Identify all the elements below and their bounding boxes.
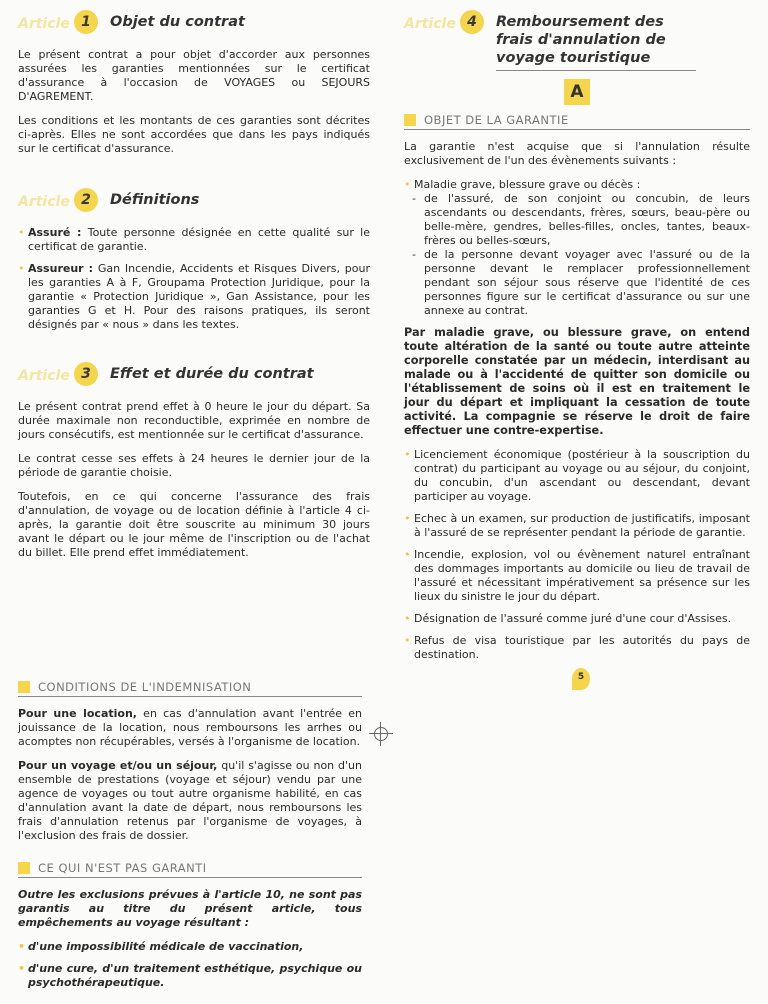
section-title: CONDITIONS DE L'INDEMNISATION: [38, 680, 252, 694]
article-label: Article: [18, 16, 70, 32]
section-marker: [404, 114, 416, 126]
definition-term: Assuré :: [28, 226, 82, 239]
definition-item: [18, 262, 370, 332]
definition-text: Toute personne désignée en cette qualité sur le certificat de garantie.: [28, 226, 370, 253]
paragraph: Les conditions et les montants de ces garanties sont décrites ci-après. Elles ne sont accordées que dans les pays indiqués sur le certificat d'assurance.: [18, 114, 370, 155]
section-letter: A: [564, 79, 590, 105]
list-item: • Refus de visa touristique par les autorités du pays de destination.: [404, 634, 750, 662]
article-2-header: [18, 188, 370, 212]
section-title: OBJET DE LA GARANTIE: [424, 113, 569, 127]
paragraph: Le présent contrat prend effet à 0 heure le jour du départ. Sa durée maximale non reconductible, exprimée en nombre de jours consécutifs, est mentionnée sur le certificat d'assurance.: [18, 400, 370, 441]
article-number-badge: 3: [74, 362, 98, 386]
sub-list-item: - de l'assuré, de son conjoint ou concubin, de leurs ascendants ou descendants, frères, sœurs, beau-père ou belle-mère, gendres, belles-filles, oncles, tantes, beaux-frères ou belles-sœurs,: [412, 192, 750, 247]
article-title: Objet du contrat: [110, 14, 245, 30]
article-label: Article: [18, 368, 70, 384]
exclusion-item: • d'une cure, d'un traitement esthétique, psychique ou psychothérapeutique.: [18, 962, 362, 990]
list-item: • Echec à un examen, sur production de justificatifs, imposant à l'assuré de se représenter pendant la période de garantie.: [404, 512, 750, 540]
definition-item: [18, 226, 370, 254]
paragraph: [18, 759, 362, 843]
paragraph-text: en cas d'annulation avant l'entrée en jouissance de la location, nous remboursons les arrhes ou acomptes non récupérables, versés à l'organisme de location.: [18, 707, 363, 748]
paragraph: Le présent contrat a pour objet d'accorder aux personnes assurées les garanties mentionnées sur le certificat d'assurance à l'occasion de VOYAGES ou SEJOURS D'AGREMENT.: [18, 48, 370, 103]
list-item: • Maladie grave, blessure grave ou décès :: [404, 178, 750, 192]
paragraph: La garantie n'est acquise que si l'annulation résulte exclusivement de l'un des évènements suivants :: [404, 140, 750, 167]
paragraph: Toutefois, en ce qui concerne l'assurance des frais d'annulation, de voyage ou de location définie à l'article 4 ci-après, la garantie doit être souscrite au minimum 30 jours avant le départ ou le jour même de l'inscription ou de l'achat du billet. Elle prend effet immédiatement.: [18, 490, 370, 559]
article-number-badge: 4: [460, 10, 484, 34]
paragraph: [18, 707, 362, 749]
definition-text: Gan Incendie, Accidents et Risques Divers, pour les garanties A à F, Groupama Protection Juridique, pour la garantie « Protection Juridique », Gan Assistance, pour les garanties G et H. Pour des raisons pratiques, ils seront désignés par « nous » dans les textes.: [28, 262, 370, 331]
article-label: Article: [404, 16, 456, 32]
paragraph-term: Pour une location,: [18, 707, 137, 720]
exclusion-item: • d'une impossibilité médicale de vaccination,: [18, 940, 362, 954]
sub-list-item: - de la personne devant voyager avec l'assuré ou de la personne devant le remplacer professionnellement pendant son séjour sous réserve que l'identité de ces personnes figure sur le certificat d'assurance ou sur une annexe au contrat.: [412, 248, 750, 317]
article-label: Article: [18, 194, 70, 210]
article-title: Définitions: [110, 192, 200, 208]
paragraph: Le contrat cesse ses effets à 24 heures le dernier jour de la période de garantie choisie.: [18, 452, 370, 479]
left-column: [18, 10, 370, 570]
section-marker: [18, 862, 30, 874]
section-marker: [18, 681, 30, 693]
list-item: • Incendie, explosion, vol ou évènement naturel entraînant des dommages importants au domicile ou lieu de travail de l'assuré et nécessitant impérativement sa présence sur les lieux du sinistre le jour du départ.: [404, 548, 750, 604]
paragraph-text: qu'il s'agisse ou non d'un ensemble de prestations (voyage et séjour) vendu par une agence de voyages ou tout autre organisme habilité, en cas d'annulation avant la date de départ, nous remboursons les frais d'annulation retenus par l'organisme de voyages, à l'exclusion des frais de dossier.: [18, 759, 362, 842]
bold-paragraph: Par maladie grave, ou blessure grave, on entend toute altération de la santé ou toute autre atteinte corporelle constatée par un médecin, interdisant au malade ou à l'accidenté de quitter son domicile ou l'établissement de soins où il est en traitement le jour du départ et impliquant la cessation de toute activité. La compagnie se réserve le droit de faire effectuer une contre-expertise.: [404, 326, 750, 437]
section-title: CE QUI N'EST PAS GARANTI: [38, 861, 207, 875]
paragraph-term: Pour un voyage et/ou un séjour,: [18, 759, 218, 772]
section-header: [404, 113, 750, 130]
article-number-badge: 1: [74, 10, 98, 34]
list-item: • Désignation de l'assuré comme juré d'une cour d'Assises.: [404, 612, 750, 626]
definition-term: Assureur :: [28, 262, 94, 275]
article-number-badge: 2: [74, 188, 98, 212]
exclusions-intro: Outre les exclusions prévues à l'article 10, ne sont pas garantis au titre du présent article, tous empêchements au voyage résultant :: [18, 888, 362, 929]
article-3-header: [18, 362, 370, 386]
list-item: • Licenciement économique (postérieur à la souscription du contrat) du participant au voyage ou au séjour, du conjoint, du concubin, d'un ascendant ou descendant, devant participer au voyage.: [404, 448, 750, 504]
article-title: Effet et durée du contrat: [110, 366, 314, 382]
sub-list-text: de l'assuré, de son conjoint ou concubin, de leurs ascendants ou descendants, frères, sœurs, beau-père ou belle-mère, gendres, belles-filles, oncles, tantes, beaux-frères ou belles-sœurs,: [424, 192, 750, 247]
page-number: 5: [572, 668, 590, 690]
registration-mark-icon: [369, 722, 393, 746]
right-column: [404, 10, 750, 670]
sub-list-text: de la personne devant voyager avec l'assuré ou de la personne devant le remplacer professionnellement pendant son séjour sous réserve que l'identité de ces personnes figure sur le certificat d'assurance ou sur une annexe au contrat.: [424, 248, 750, 317]
article-1-header: [18, 10, 370, 34]
article-title: Remboursement des frais d'annulation de voyage touristique: [496, 10, 696, 71]
bottom-left-column: [18, 672, 362, 998]
article-4-header: [404, 10, 750, 71]
section-header: [18, 861, 362, 878]
section-header: [18, 680, 362, 697]
